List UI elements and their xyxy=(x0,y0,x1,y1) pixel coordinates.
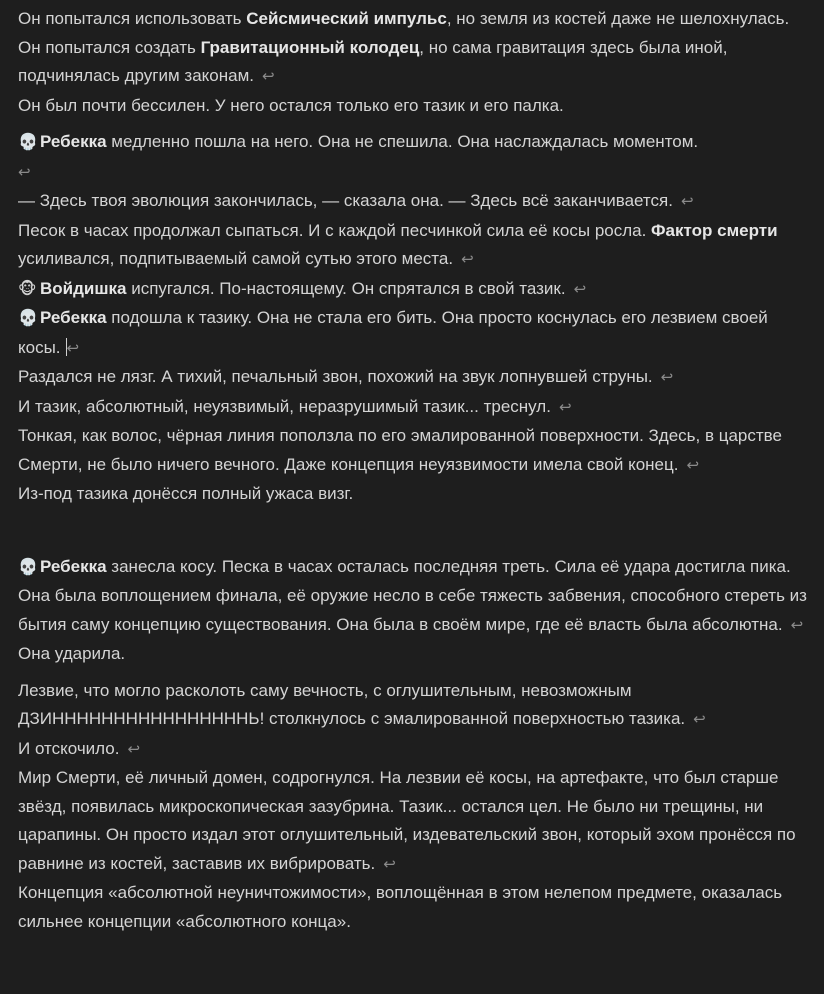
paragraph xyxy=(18,553,808,641)
return-mark-icon: ↩ xyxy=(18,163,31,181)
character-name: Войдишка xyxy=(40,278,127,298)
return-mark-icon: ↩ xyxy=(261,68,275,85)
paragraph xyxy=(18,677,808,735)
return-mark-icon: ↩ xyxy=(790,616,804,634)
paragraph xyxy=(18,879,808,936)
paragraph xyxy=(18,275,808,305)
return-mark-icon: ↩ xyxy=(558,398,572,416)
paragraph xyxy=(18,640,808,669)
return-mark-icon: ↩ xyxy=(686,456,700,474)
text-run: испугался. По-настоящему. Он спрятался в свой тазик. xyxy=(126,278,566,298)
text-run: И отскочило. xyxy=(18,738,120,758)
return-mark-icon: ↩ xyxy=(693,711,706,728)
text-run: Он был почти бессилен. У него остался только его тазик и его палка. xyxy=(18,95,564,115)
text-run: Она ударила. xyxy=(18,644,126,663)
bold-term: Фактор смерти xyxy=(651,220,778,240)
character-name: Ребекка xyxy=(40,556,107,576)
paragraph xyxy=(18,217,808,275)
text-run: подошла к тазику. Она не стала его бить. Она просто коснулась его лезвием своей косы. xyxy=(18,308,768,357)
text-run: медленно пошла на него. Она не спешила. Она наслаждалась моментом. xyxy=(106,132,699,151)
return-mark-icon: ↩ xyxy=(660,369,674,386)
paragraph xyxy=(18,393,808,423)
monkey-icon: 🐵 xyxy=(18,280,37,298)
text-run: Тонкая, как волос, чёрная линия поползла по его эмалированной поверхности. Здесь, в царстве Смерти, не было ничего вечного. Даже концепция неуязвимости имела свой конец. xyxy=(18,426,782,474)
paragraph xyxy=(18,422,808,480)
text-run: , но земля из костей даже не шелохнулась. Он попытался создать xyxy=(18,9,790,57)
text-run: занесла косу. Песка в часах осталась последняя треть. Сила её удара достигла пика. Она была воплощением финала, её оружие несло в себе тяжесть забвения, способного стереть из бытия саму концепцию существования. Она была в своём мире, где её власть была абсолютна. xyxy=(18,556,807,634)
bold-term: Сейсмический импульс xyxy=(246,9,447,28)
paragraph xyxy=(18,764,808,879)
paragraph xyxy=(18,128,808,187)
text-run: Раздался не лязг. А тихий, печальный звон, похожий на звук лопнувшей струны. xyxy=(18,367,653,386)
paragraph xyxy=(18,480,808,509)
skull-icon: 💀 xyxy=(18,310,38,327)
paragraph xyxy=(18,92,808,121)
paragraph xyxy=(18,735,808,765)
return-mark-icon: ↩ xyxy=(383,855,396,873)
text-run: Лезвие, что могло расколоть саму вечность, с оглушительным, невозможным ДЗИННННННННННННННННЬ! столкнулось с эмалированной поверхностью тазика. xyxy=(18,680,686,728)
text-run: , но сама гравитация здесь была иной, подчинялась другим законам. xyxy=(18,37,728,85)
text-run: Он попытался использовать xyxy=(18,9,247,28)
paragraph xyxy=(18,5,808,92)
text-run: усиливался, подпитываемый самой сутью этого места. xyxy=(18,249,454,268)
paragraph xyxy=(18,187,808,217)
paragraph xyxy=(18,363,808,393)
character-name: Ребекка xyxy=(40,308,107,327)
return-mark-icon: ↩ xyxy=(680,193,694,210)
return-mark-icon: ↩ xyxy=(66,339,80,357)
return-mark-icon: ↩ xyxy=(573,280,587,298)
character-name: Ребекка xyxy=(40,132,107,151)
text-run: И тазик, абсолютный, неуязвимый, неразрушимый тазик... треснул. xyxy=(18,396,551,416)
text-run: Из-под тазика донёсся полный ужаса визг. xyxy=(18,484,354,503)
return-mark-icon: ↩ xyxy=(127,740,141,758)
skull-icon: 💀 xyxy=(18,558,38,576)
text-run: Мир Смерти, её личный домен, содрогнулся. На лезвии её косы, на артефакте, что был старше звёзд, появилась микроскопическая зазубрина. Тазик... остался цел. Не было ни трещины, ни царапины. Он просто издал этот оглушительный, издевательский звон, который эхом пронёсся по равнине из костей, заставив их вибрировать. xyxy=(18,768,796,873)
text-run: Концепция «абсолютной неуничтожимости», воплощённая в этом нелепом предмете, оказалась сильнее концепции «абсолютного конца». xyxy=(18,883,783,931)
skull-icon: 💀 xyxy=(18,134,38,151)
bold-term: Гравитационный колодец xyxy=(200,37,420,57)
return-mark-icon: ↩ xyxy=(461,251,474,268)
paragraph xyxy=(18,304,808,363)
text-run: — Здесь твоя эволюция закончилась, — сказала она. — Здесь всё заканчивается. xyxy=(18,191,673,210)
text-run: Песок в часах продолжал сыпаться. И с каждой песчинкой сила её косы росла. xyxy=(18,220,652,240)
